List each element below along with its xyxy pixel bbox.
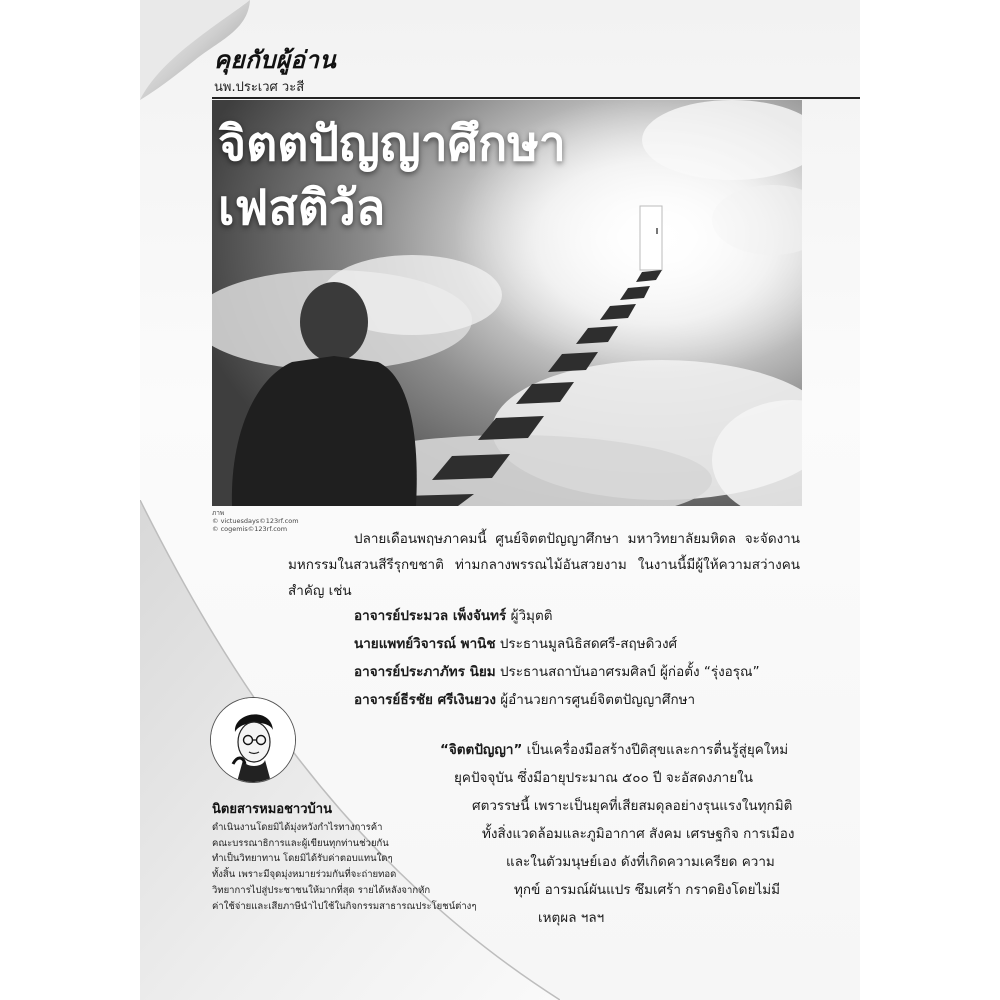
person-line — [354, 688, 695, 710]
person-role: ประธานมูลนิธิสดศรี-สฤษดิวงศ์ — [499, 636, 678, 652]
quote-line: “จิตตปัญญา” เป็นเครื่องมือสร้างปีติสุขและการตื่นรู้สู่ยุคใหม่ — [440, 742, 789, 758]
description-line: ทำเป็นวิทยาทาน โดยมิได้รับค่าตอบแทนใดๆ — [212, 853, 393, 865]
quote-line: เหตุผล ฯลฯ — [538, 910, 605, 926]
person-role: ประธานสถาบันอาศรมศิลป์ ผู้ก่อตั้ง “รุ่งอรุณ” — [499, 664, 760, 680]
quote-line: และในตัวมนุษย์เอง ดังที่เกิดความเครียด ความ — [506, 854, 775, 870]
intro-paragraph — [288, 526, 800, 604]
credit-line: © victuesdays©123rf.com — [212, 517, 299, 525]
header-rule — [212, 97, 860, 99]
person-name: อาจารย์ธีรชัย ศรีเงินยวง — [354, 692, 496, 708]
person-line — [354, 660, 760, 682]
person-name: อาจารย์ประภาภัทร นิยม — [354, 664, 496, 680]
person-role: ผู้อำนวยการศูนย์จิตตปัญญาศึกษา — [500, 692, 696, 708]
person-line — [354, 632, 677, 654]
quote-term: “จิตตปัญญา” — [440, 742, 523, 758]
quote-line: ทุกข์ อารมณ์ผันแปร ซึมเศร้า กราดยิงโดยไม่มี — [514, 882, 781, 898]
magazine-name: นิตยสารหมอชาวบ้าน — [212, 802, 332, 817]
credit-label: ภาพ — [212, 509, 225, 517]
hero-title-line-1: จิตตปัญญาศึกษา — [218, 116, 566, 172]
magazine-description — [212, 820, 512, 914]
quote-line: ทั้งสิ่งแวดล้อมและภูมิอากาศ สังคม เศรษฐกิจ การเมือง — [482, 826, 795, 842]
credit-line: © cogemis©123rf.com — [212, 525, 288, 533]
description-line: คณะบรรณาธิการและผู้เขียนทุกท่านช่วยกัน — [212, 837, 389, 849]
intro-text: ปลายเดือนพฤษภาคมนี้ ศูนย์จิตตปัญญาศึกษา มหาวิทยาลัยมหิดล จะจัดงานมหกรรมในสวนสีรีรุกขชาติ ท่ามกลางพรรณไม้อันสวยงาม ในงานนี้มีผู้ให้ความสว่างคนสำคัญ เช่น — [288, 531, 800, 599]
section-title: คุยกับผู้อ่าน — [214, 45, 337, 74]
quote-line: ศตวรรษนี้ เพราะเป็นยุคที่เสียสมดุลอย่างรุนแรงในทุกมิติ — [472, 798, 793, 814]
hero-title — [218, 112, 566, 240]
person-name: นายแพทย์วิจารณ์ พานิช — [354, 636, 496, 652]
description-line: ค่าใช้จ่ายและเสียภาษีนำไปใช้ในกิจกรรมสาธารณประโยชน์ต่างๆ — [212, 900, 477, 912]
author-name: นพ.ประเวศ วะสี — [214, 80, 305, 95]
hero-title-line-2: เฟสติวัล — [218, 180, 386, 236]
person-line — [354, 604, 553, 626]
description-line: วิทยาการไปสู่ประชาชนให้มากที่สุด รายได้หลังจากหัก — [212, 884, 431, 896]
person-name: อาจารย์ประมวล เพ็งจันทร์ — [354, 608, 507, 624]
avatar — [210, 697, 296, 783]
description-line: ทั้งสิ้น เพราะมีจุดมุ่งหมายร่วมกันที่จะถ่ายทอด — [212, 869, 397, 881]
description-line: ดำเนินงานโดยมิได้มุ่งหวังกำไรทางการค้า — [212, 822, 383, 833]
person-role: ผู้วิมุตติ — [510, 608, 553, 624]
photo-credits — [212, 509, 299, 533]
quote-line: ยุคปัจจุบัน ซึ่งมีอายุประมาณ ๕๐๐ ปี จะอัสดงภายใน — [454, 770, 753, 786]
